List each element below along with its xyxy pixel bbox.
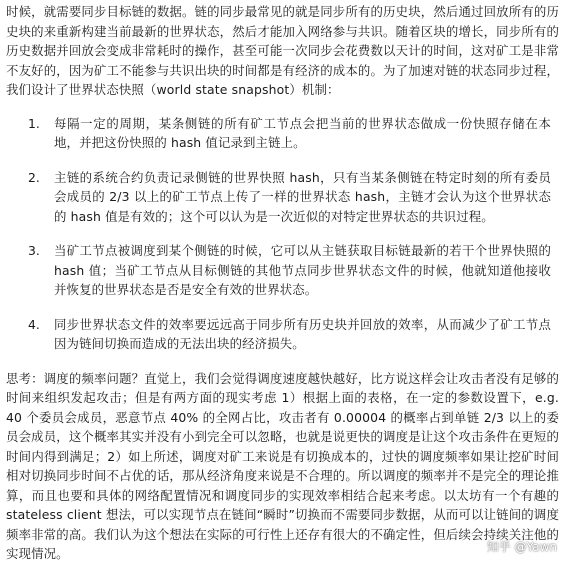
list-item-number: 4.: [28, 316, 40, 332]
intro-paragraph: 时候，就需要同步目标链的数据。链的同步最常见的就是同步所有的历史块，然后通过回放所有的历史块的来重新构建当前最新的世界状态，然后才能加入网络参与共识。随着区块的增长，同步所有的历史数据并回放会变成非常耗时的操作，甚至可能一次同步会花费数以天计的时间，这对矿工是非常不友好的，因为矿工不能参与共识出块的时间都是有经济的成本的。为了加速对链的状态同步过程，我们设计了世界状态快照（world state snapshot）机制：: [6, 4, 559, 97]
thinking-paragraph: 思考：调度的频率问题？直觉上，我们会觉得调度速度越快越好，比方说这样会让攻击者没有足够的时间来组织发起攻击；但是有两方面的现实考虑 1）根据上面的表格，在一定的参数设置下，e.g. 40 个委员会成员，恶意节点 40% 的全网占比，攻击者有 0.00004 的概率占到单链 2/3 以上的委员会成员，这个概率其实并没有小到完全可以忽略，也就是说更快的调度是让这个攻击条件在更短的时间内得到满足；2）如上所述，调度对矿工来说是有切换成本的，过快的调度频率如果让挖矿时间相对切换同步时间不占优的话，那从经济角度来说是不合理的。所以调度的频率并不是完全的理论推算，而且也要和具体的网络配置情况和调度同步的实现效率相结合起来考虑。以太坊有一个有趣的 stateless client 想法，可以实现节点在链间“瞬时”切换而不需要同步数据，从而可以让链间的调度频率非常的高。我们认为这个想法在实际的可行性上还存有很大的不确定性，但后续会持续关注他的实现情况。: [6, 370, 559, 561]
list-item-number: 1.: [28, 115, 40, 131]
list-item-number: 3.: [28, 243, 40, 258]
list-item-text: 主链的系统合约负责记录侧链的世界快照 hash，只有当某条侧链在特定时刻的所有委员会成员的 2/3 以上的矿工节点上传了一样的世界状态 hash，主链才会认为这个世界状态的 hash 值是有效的；这个可以认为是一次近似的对特定世界状态的共识过程。: [54, 169, 551, 224]
list-item-text: 同步世界状态文件的效率要远远高于同步所有历史块并回放的效率，从而减少了矿工节点因为链间切换而造成的无法出块的经济损失。: [54, 316, 551, 351]
list-item-text: 当矿工节点被调度到某个侧链的时候，它可以从主链获取目标链最新的若干个世界快照的 hash 值；当矿工节点从目标侧链的其他节点同步世界状态文件的时候，他就知道他接收并恢复的世界状态是否是安全有效的世界状态。: [54, 243, 551, 297]
list-item: [6, 114, 559, 153]
list-item-text: 每隔一定的周期，某条侧链的所有矿工节点会把当前的世界状态做成一份快照存储在本地，并把这份快照的 hash 值记录到主链上。: [54, 115, 551, 150]
list-item: [6, 315, 559, 354]
watermark: 知乎 @Yawn: [486, 540, 557, 554]
list-item: [6, 241, 559, 300]
snapshot-steps-list: [6, 114, 559, 354]
list-item-number: 2.: [28, 169, 40, 185]
list-item: [6, 168, 559, 227]
